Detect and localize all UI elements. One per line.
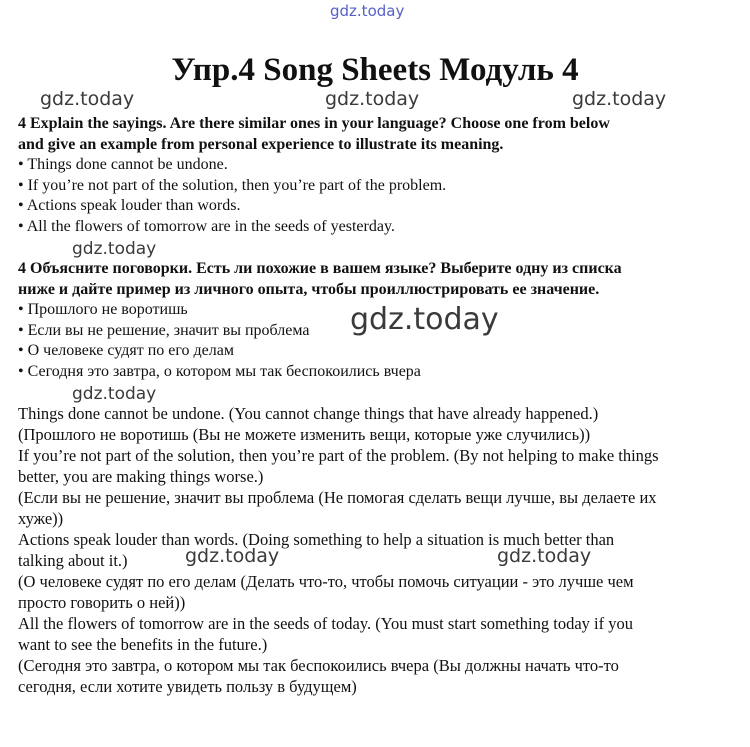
watermark: gdz.today xyxy=(72,384,157,404)
watermark: gdz.today xyxy=(325,88,420,110)
answer-line: просто говорить о ней)) xyxy=(18,593,186,612)
task-russian xyxy=(18,258,730,382)
answer-line: хуже)) xyxy=(18,509,64,528)
list-item: • Actions speak louder than words. xyxy=(18,197,241,214)
answer-line: (Прошлого не воротишь (Вы не можете изменить вещи, которые уже случились)) xyxy=(18,425,591,444)
task-heading: 4 Объясните поговорки. Есть ли похожие в вашем языке? Выберите одну из списка xyxy=(18,260,622,277)
answer-line: Things done cannot be undone. (You cannot change things that have already happened.) xyxy=(18,404,599,423)
watermark: gdz.today xyxy=(497,545,592,567)
answer-line: talking about it.) xyxy=(18,551,128,570)
answer-line: сегодня, если хотите увидеть пользу в будущем) xyxy=(18,677,357,696)
answer-line: better, you are making things worse.) xyxy=(18,467,264,486)
answer-line: want to see the benefits in the future.) xyxy=(18,635,268,654)
list-item: • Если вы не решение, значит вы проблема xyxy=(18,321,310,339)
watermark: gdz.today xyxy=(185,545,280,567)
answer-line: All the flowers of tomorrow are in the seeds of today. (You must start something today if you xyxy=(18,614,633,633)
task-english xyxy=(18,113,730,237)
list-item: • Прошлого не воротишь xyxy=(18,301,188,318)
page-title: Упр.4 Song Sheets Модуль 4 xyxy=(171,52,579,88)
answer-line: If you’re not part of the solution, then you’re part of the problem. (By not helping to make things xyxy=(18,446,659,465)
list-item: • Things done cannot be undone. xyxy=(18,156,228,173)
watermark: gdz.today xyxy=(72,239,157,259)
answer-line: (О человеке судят по его делам (Делать что-то, чтобы помочь ситуации - это лучше чем xyxy=(18,572,634,591)
answer-line: (Сегодня это завтра, о котором мы так беспокоились вчера (Вы должны начать что-то xyxy=(18,656,619,675)
list-item: • All the flowers of tomorrow are in the seeds of yesterday. xyxy=(18,217,395,235)
task-heading: ниже и дайте пример из личного опыта, чтобы проиллюстрировать ее значение. xyxy=(18,281,600,298)
task-heading: and give an example from personal experience to illustrate its meaning. xyxy=(18,136,504,153)
watermark: gdz.today xyxy=(40,88,135,110)
list-item: • О человеке судят по его делам xyxy=(18,342,234,359)
list-item: • If you’re not part of the solution, then you’re part of the problem. xyxy=(18,176,447,194)
watermark-top[interactable]: gdz.today xyxy=(330,2,405,20)
answer-line: (Если вы не решение, значит вы проблема (Не помогая сделать вещи лучше, вы делаете их xyxy=(18,488,657,507)
answer-line: Actions speak louder than words. (Doing something to help a situation is much better than xyxy=(18,530,615,549)
task-heading: 4 Explain the sayings. Are there similar ones in your language? Choose one from below xyxy=(18,115,610,132)
watermark: gdz.today xyxy=(350,302,499,337)
watermark: gdz.today xyxy=(572,88,667,110)
list-item: • Сегодня это завтра, о котором мы так беспокоились вчера xyxy=(18,362,421,380)
answers xyxy=(18,403,730,697)
